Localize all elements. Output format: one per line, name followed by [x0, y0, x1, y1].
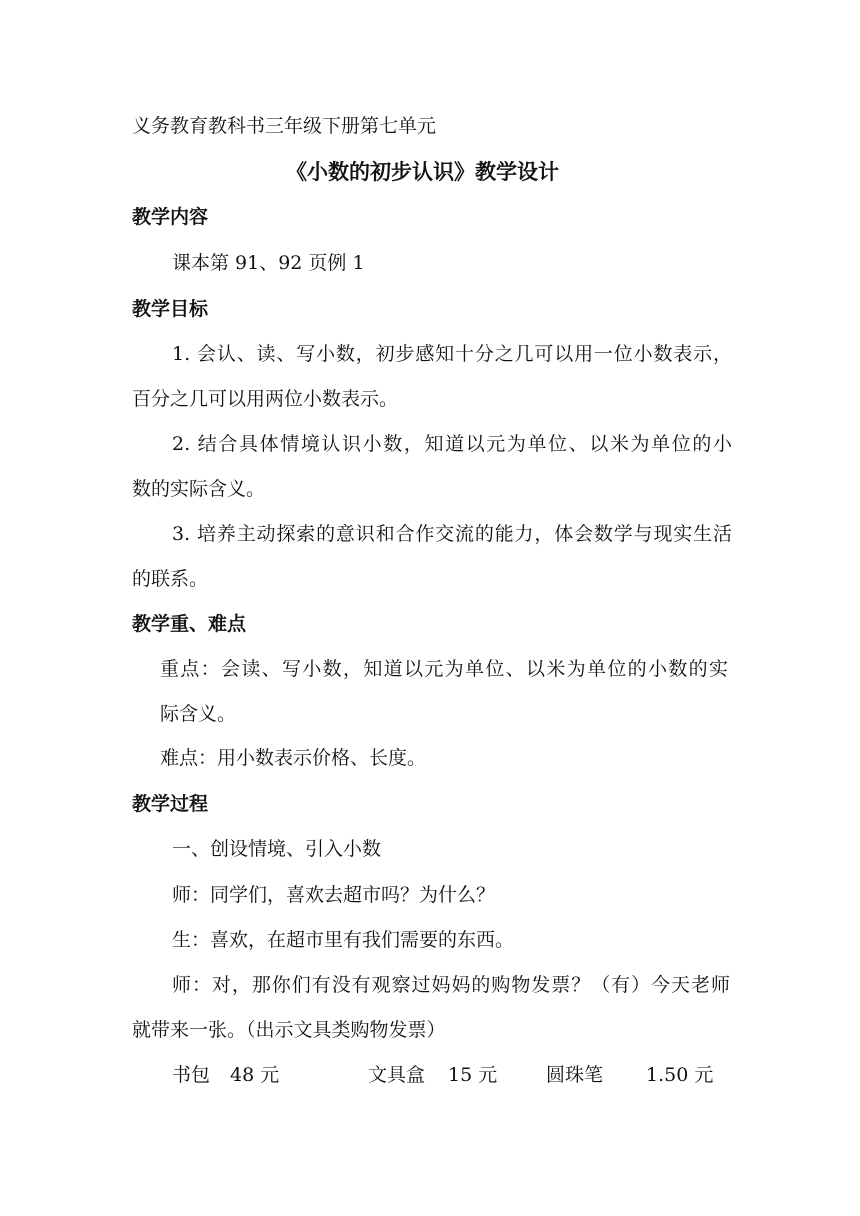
section-heading-key-points: 教学重、难点 — [132, 613, 247, 635]
goal-item-1-line-1: 1. 会认、读、写小数，初步感知十分之几可以用一位小数表示， — [172, 343, 732, 365]
dialogue-student-1: 生：喜欢，在超市里有我们需要的东西。 — [172, 929, 515, 951]
section-heading-process: 教学过程 — [132, 793, 209, 815]
goal-item-2-line-1: 2. 结合具体情境认识小数，知道以元为单位、以米为单位的小 — [172, 433, 732, 455]
key-point-line-2: 际含义。 — [160, 703, 237, 725]
dialogue-teacher-2-line-1: 师：对，那你们有没有观察过妈妈的购物发票？（有）今天老师 — [172, 974, 730, 996]
goal-item-3-line-1: 3. 培养主动探索的意识和合作交流的能力，体会数学与现实生活 — [172, 523, 732, 545]
difficult-point: 难点：用小数表示价格、长度。 — [160, 747, 427, 769]
section-heading-goals: 教学目标 — [132, 298, 209, 320]
key-point-line-1: 重点：会读、写小数，知道以元为单位、以米为单位的小数的实 — [160, 658, 728, 680]
goal-item-1-line-2: 百分之几可以用两位小数表示。 — [132, 388, 399, 410]
receipt-item-2-price: 15 元 — [448, 1064, 498, 1086]
receipt-item-3-price: 1.50 元 — [646, 1064, 714, 1086]
document-header: 义务教育教科书三年级下册第七单元 — [132, 115, 437, 137]
receipt-item-2-name: 文具盒 — [368, 1064, 426, 1086]
receipt-item-1-name: 书包 — [172, 1064, 211, 1086]
section-heading-content: 教学内容 — [132, 206, 209, 228]
process-step-1: 一、创设情境、引入小数 — [172, 838, 382, 860]
content-text: 课本第 91、92 页例 1 — [172, 252, 365, 274]
document-title: 《小数的初步认识》教学设计 — [286, 160, 559, 184]
goal-item-2-line-2: 数的实际含义。 — [132, 478, 266, 500]
dialogue-teacher-1: 师：同学们，喜欢去超市吗？为什么？ — [172, 884, 496, 906]
receipt-item-3-name: 圆珠笔 — [546, 1064, 604, 1086]
dialogue-teacher-2-line-2: 就带来一张。（出示文具类购物发票） — [132, 1019, 446, 1041]
receipt-item-1-price: 48 元 — [230, 1064, 280, 1086]
goal-item-3-line-2: 的联系。 — [132, 568, 209, 590]
